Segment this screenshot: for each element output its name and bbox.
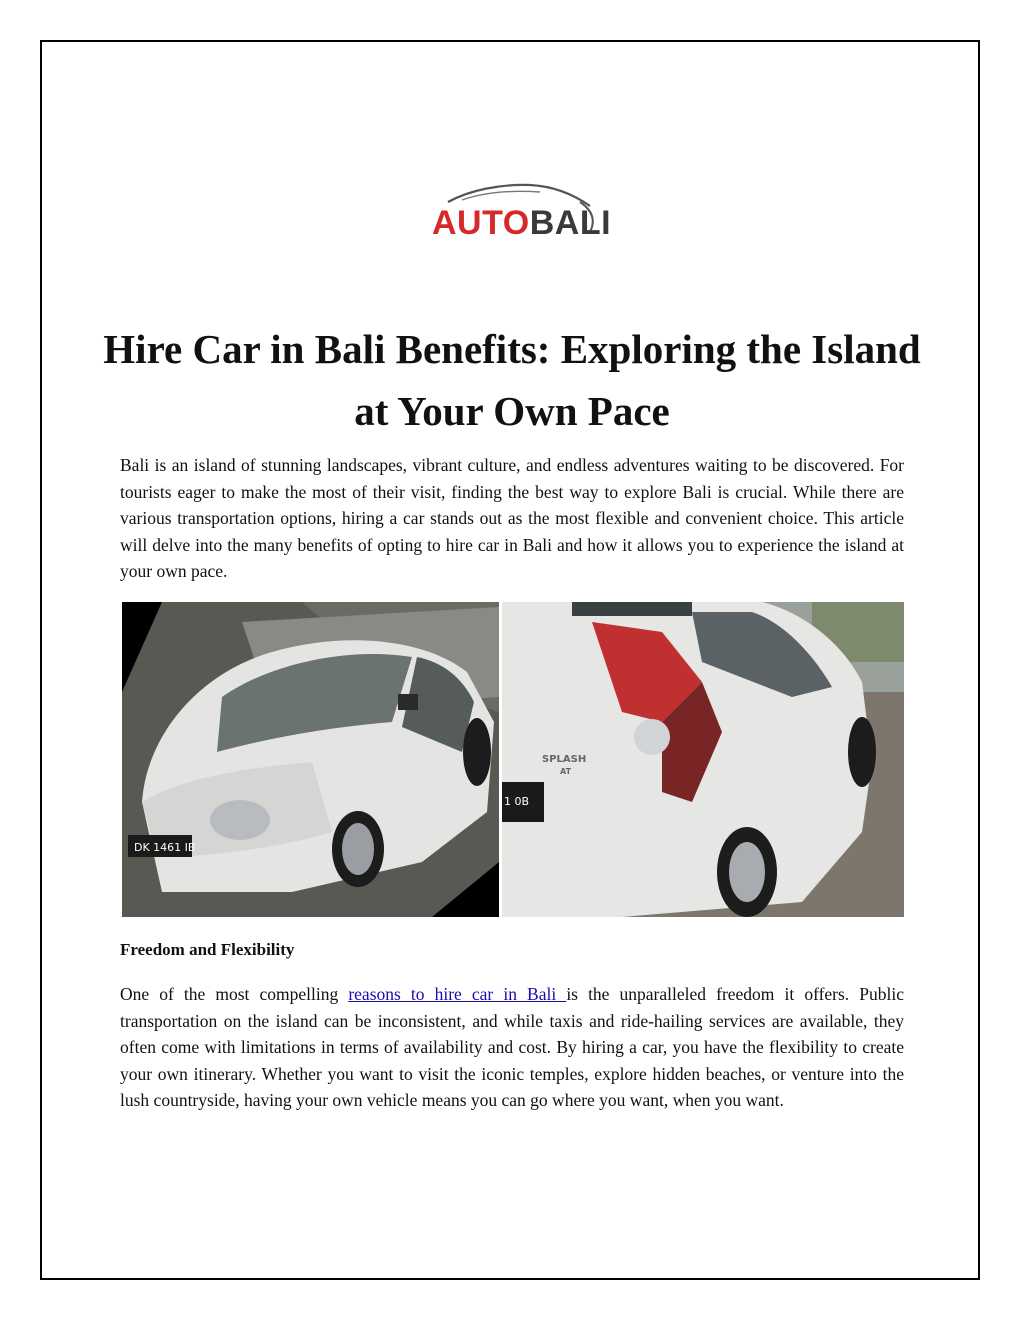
left-plate-text: DK 1461 IB — [134, 841, 196, 854]
logo-text-auto: AUTO — [432, 204, 530, 242]
splash-badge-text: SPLASH — [542, 754, 587, 765]
autobali-logo[interactable] — [430, 180, 612, 244]
logo-wordmark — [432, 206, 611, 240]
splash-badge-sub-text: AT — [560, 767, 572, 776]
intro-paragraph: Bali is an island of stunning landscapes, vibrant culture, and endless adventures waiting to be discovered. For tourists eager to make the most of their visit, finding the best way to explore Bali is crucial. While there are various transportation options, hiring a car stands out as the most flexible and convenient choice. This article will delve into the many benefits of opting to hire car in Bali and how it allows you to experience the island at your own pace. — [120, 455, 904, 581]
section-paragraph — [120, 981, 904, 1114]
section-text-after: is the unparalleled freedom it offers. Public transportation on the island can be inconsistent, and while taxis and ride-hailing services are available, they often come with limitations in terms of availability and cost. By hiring a car, you have the flexibility to create your own itinerary. Whether you want to visit the iconic temples, explore hidden beaches, or venture into the lush countryside, having your own vehicle means you can go where you want, when you want. — [120, 984, 904, 1110]
car-photos — [122, 602, 904, 917]
car-photo-front — [122, 602, 499, 917]
section-text-before: One of the most compelling — [120, 984, 349, 1004]
right-plate-text: 1 0B — [504, 795, 530, 808]
logo-text-bali: BALI — [529, 204, 612, 242]
reasons-to-hire-link[interactable]: reasons to hire car in Bali — [348, 984, 567, 1004]
car-photo-rear — [502, 602, 904, 917]
section-heading: Freedom and Flexibility — [120, 940, 295, 959]
article-title: Hire Car in Bali Benefits: Exploring the Island at Your Own Pace — [103, 326, 921, 434]
